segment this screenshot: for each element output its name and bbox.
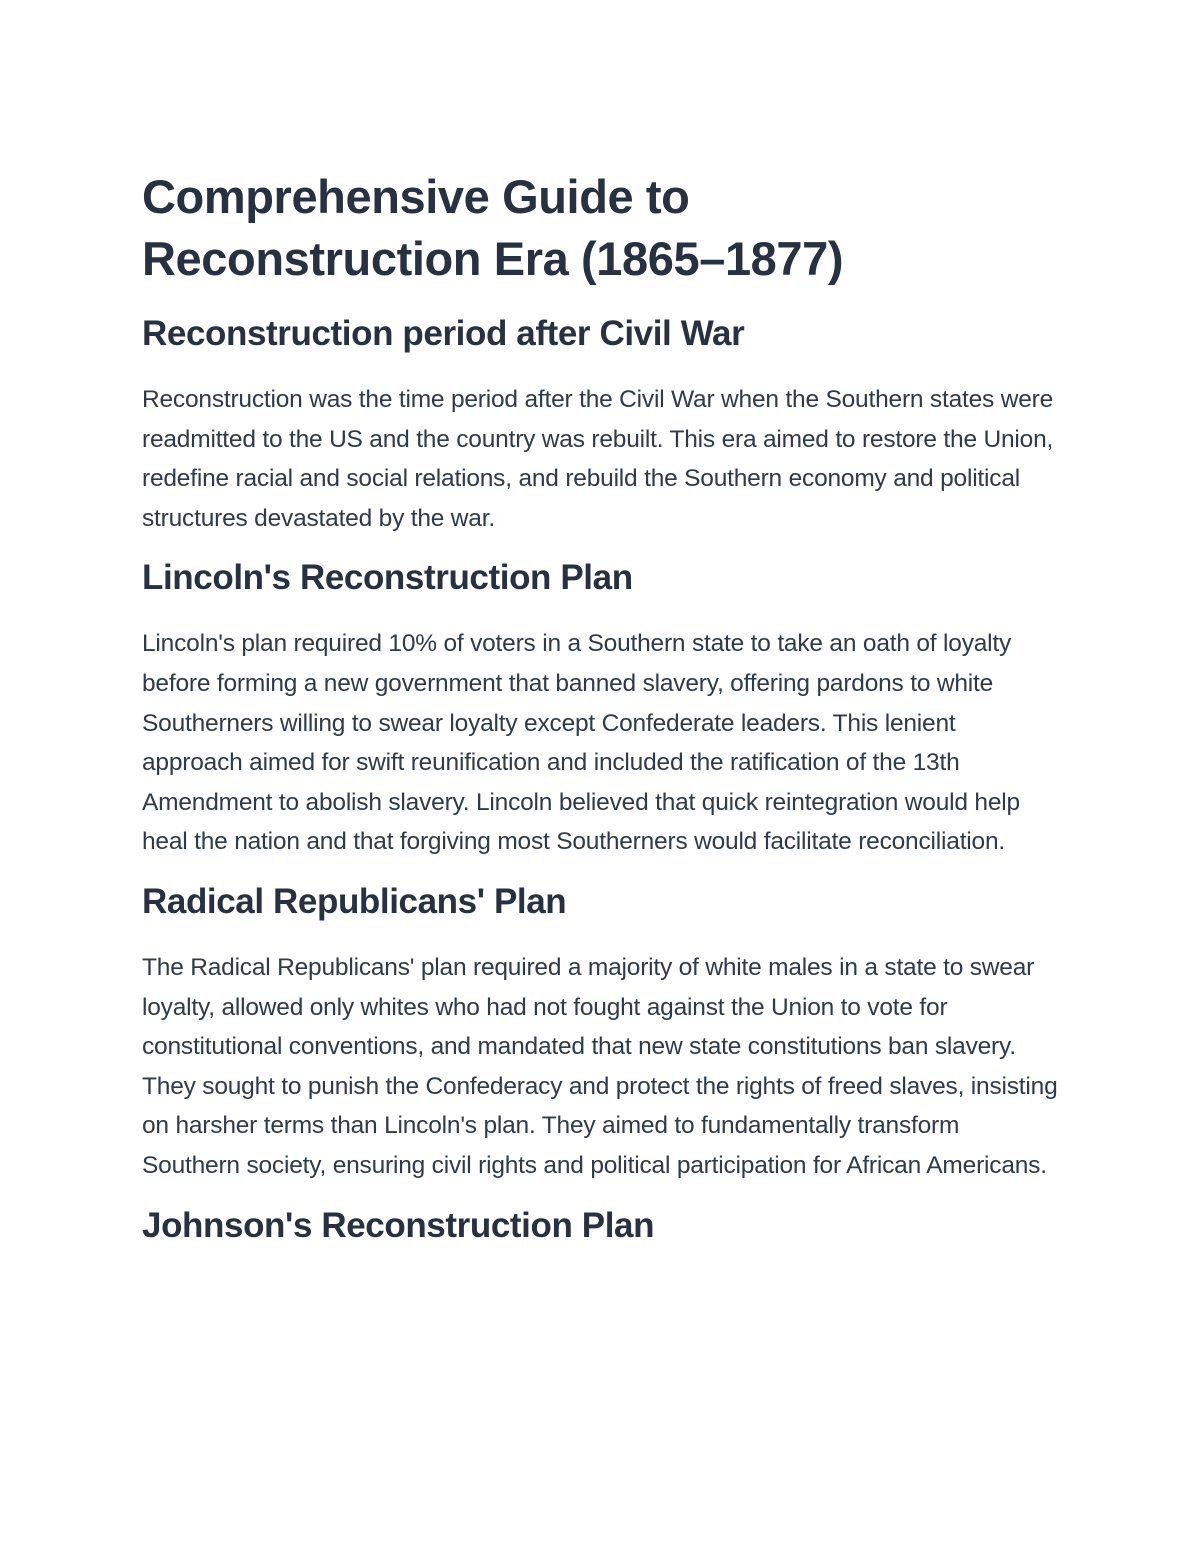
section-heading: Lincoln's Reconstruction Plan: [142, 558, 633, 598]
section-paragraph: The Radical Republicans' plan required a majority of white males in a state to swear loyalty, allowed only whites who had not fought against the Union to vote for constitutional conventions, and mandated that new state constitutions ban slavery. They sought to punish the Confederacy and protect the rights of freed slaves, insisting on harsher terms than Lincoln's plan. They aimed to fundamentally transform Southern society, ensuring civil rights and political participation for African Americans.: [142, 953, 1058, 1179]
section-johnson-plan: [142, 1204, 1062, 1248]
section-heading: Radical Republicans' Plan: [142, 881, 567, 921]
section-radical-republicans-plan: [142, 880, 1062, 1186]
document-content: [142, 166, 1062, 1272]
section-heading: Johnson's Reconstruction Plan: [142, 1205, 655, 1245]
section-reconstruction-period: [142, 312, 1062, 538]
section-heading: Reconstruction period after Civil War: [142, 314, 745, 353]
section-paragraph: Lincoln's plan required 10% of voters in a Southern state to take an oath of loyalty before forming a new government that banned slavery, offering pardons to white Southerners willing to swear loyalty except Confederate leaders. This lenient approach aimed for swift reunification and included the ratification of the 13th Amendment to abolish slavery. Lincoln believed that quick reintegration would help heal the nation and that forgiving most Southerners would facilitate reconciliation.: [142, 630, 1020, 856]
section-paragraph: Reconstruction was the time period after the Civil War when the Southern states were readmitted to the US and the country was rebuilt. This era aimed to restore the Union, redefine racial and social relations, and rebuild the Southern economy and political structures devastated by the war.: [142, 386, 1054, 532]
section-lincoln-plan: [142, 556, 1062, 862]
document-title: Comprehensive Guide to Reconstruction Era (1865–1877): [142, 170, 844, 285]
